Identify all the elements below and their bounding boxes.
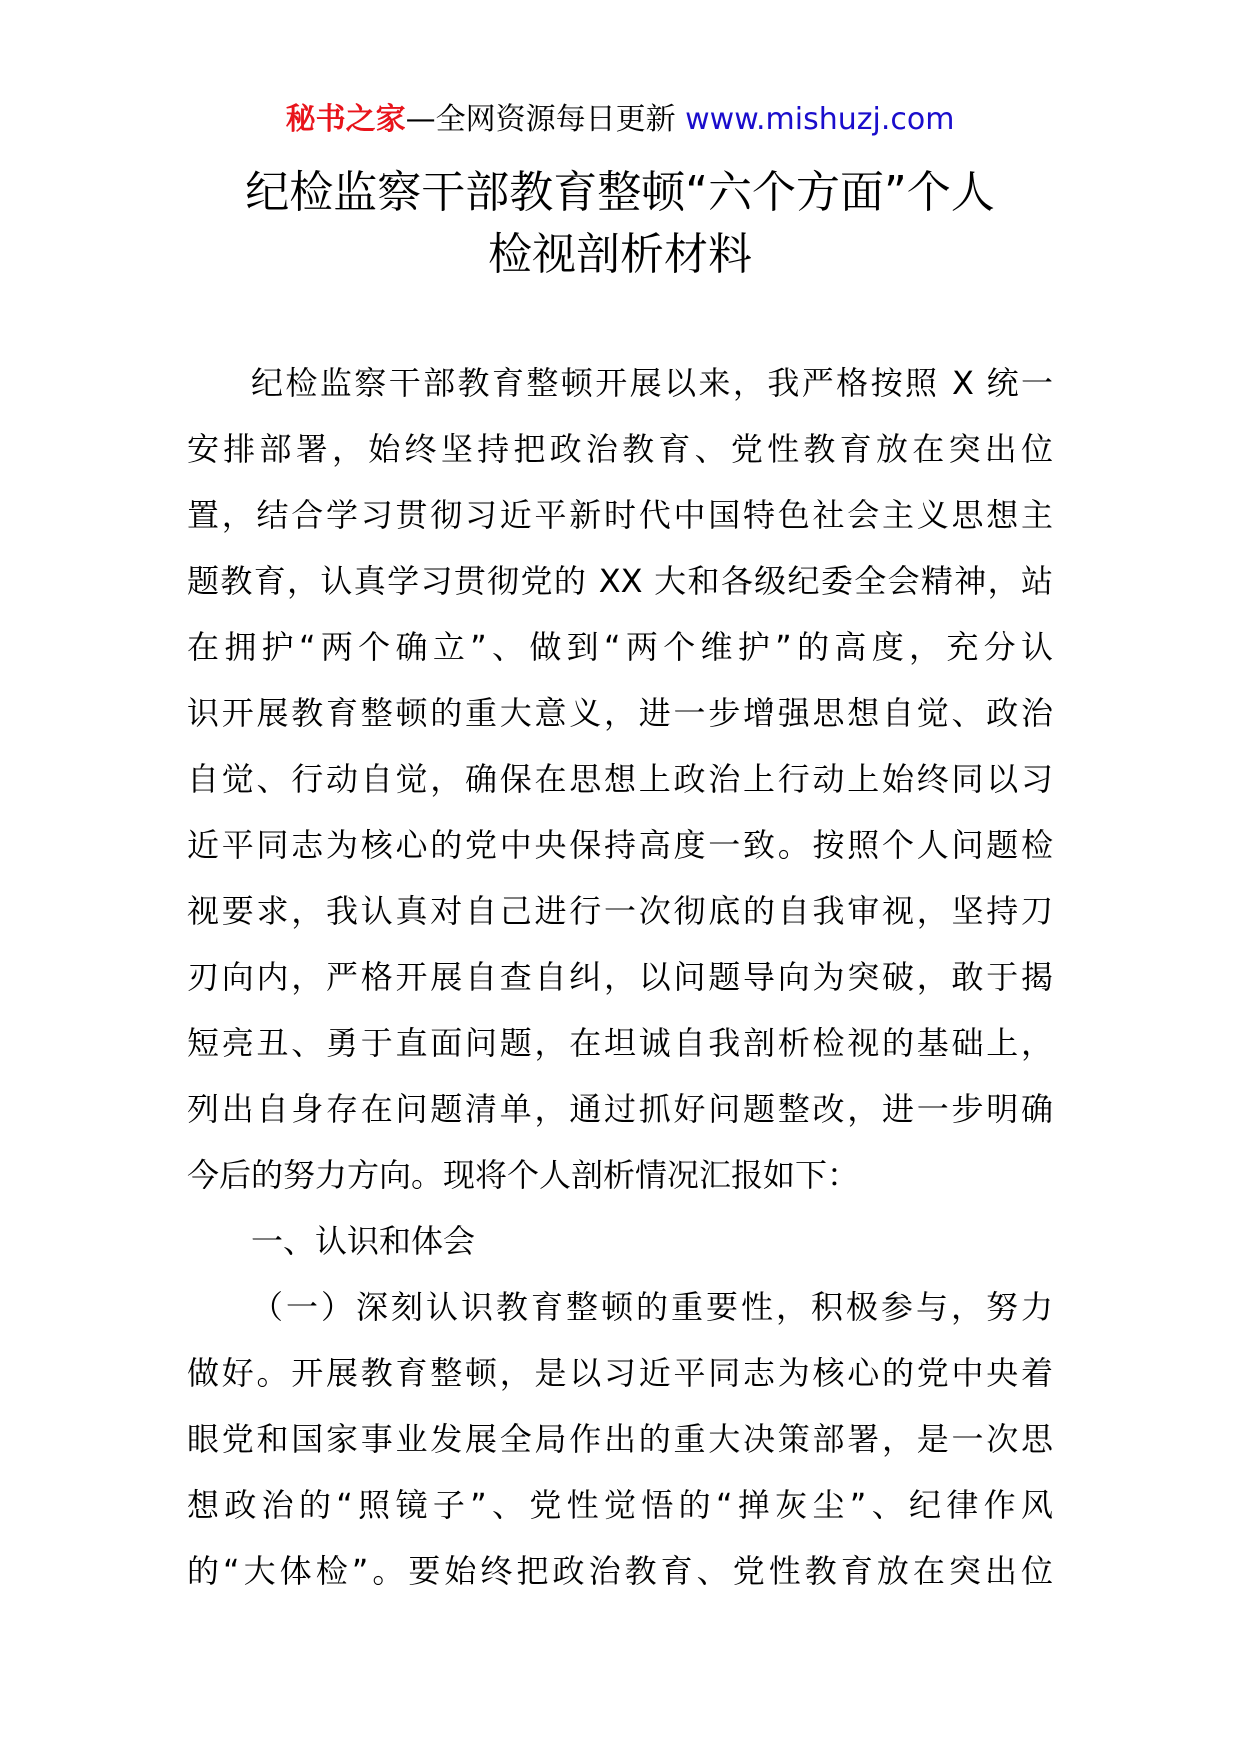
body-line: 眼党和国家事业发展全局作出的重大决策部署，是一次思: [187, 1420, 1053, 1458]
body-line: （一）深刻认识教育整顿的重要性，积极参与，努力: [251, 1288, 1053, 1326]
body-line: 纪检监察干部教育整顿开展以来，我严格按照 X 统一: [251, 364, 1053, 402]
brand-slogan: —全网资源每日更新: [405, 102, 686, 137]
body-line: 自觉、行动自觉，确保在思想上政治上行动上始终同以习: [187, 760, 1053, 798]
title-line-1: 纪检监察干部教育整顿“六个方面”个人: [245, 167, 995, 218]
body-line: 的“大体检”。要始终把政治教育、党性教育放在突出位: [187, 1552, 1053, 1590]
section-heading: 一、认识和体会: [251, 1222, 476, 1260]
body-line: 做好。开展教育整顿，是以习近平同志为核心的党中央着: [187, 1354, 1053, 1392]
watermark-header: [0, 100, 1240, 140]
body-line: 题教育，认真学习贯彻党的 XX 大和各级纪委全会精神，站: [187, 562, 1053, 600]
body-line: 安排部署，始终坚持把政治教育、党性教育放在突出位: [187, 430, 1053, 468]
body-line: 想政治的“照镜子”、党性觉悟的“掸灰尘”、纪律作风: [187, 1486, 1053, 1524]
site-url[interactable]: www.mishuzj.com: [685, 102, 955, 137]
title-line-2: 检视剖析材料: [488, 229, 752, 280]
body-line: 视要求，我认真对自己进行一次彻底的自我审视，坚持刀: [187, 892, 1053, 930]
body-line: 短亮丑、勇于直面问题，在坦诚自我剖析检视的基础上，: [187, 1024, 1053, 1062]
body-line: 识开展教育整顿的重大意义，进一步增强思想自觉、政治: [187, 694, 1053, 732]
body-line: 近平同志为核心的党中央保持高度一致。按照个人问题检: [187, 826, 1053, 864]
body-line: 今后的努力方向。现将个人剖析情况汇报如下：: [187, 1156, 860, 1194]
body-line: 刃向内，严格开展自查自纠，以问题导向为突破，敢于揭: [187, 958, 1053, 996]
brand-name: 秘书之家: [285, 102, 406, 137]
body-line: 置，结合学习贯彻习近平新时代中国特色社会主义思想主: [187, 496, 1053, 534]
body-line: 在拥护“两个确立”、做到“两个维护”的高度，充分认: [187, 628, 1053, 666]
body-line: 列出自身存在问题清单，通过抓好问题整改，进一步明确: [187, 1090, 1053, 1128]
document-body: [187, 350, 1053, 1604]
document-title: [100, 162, 1140, 286]
